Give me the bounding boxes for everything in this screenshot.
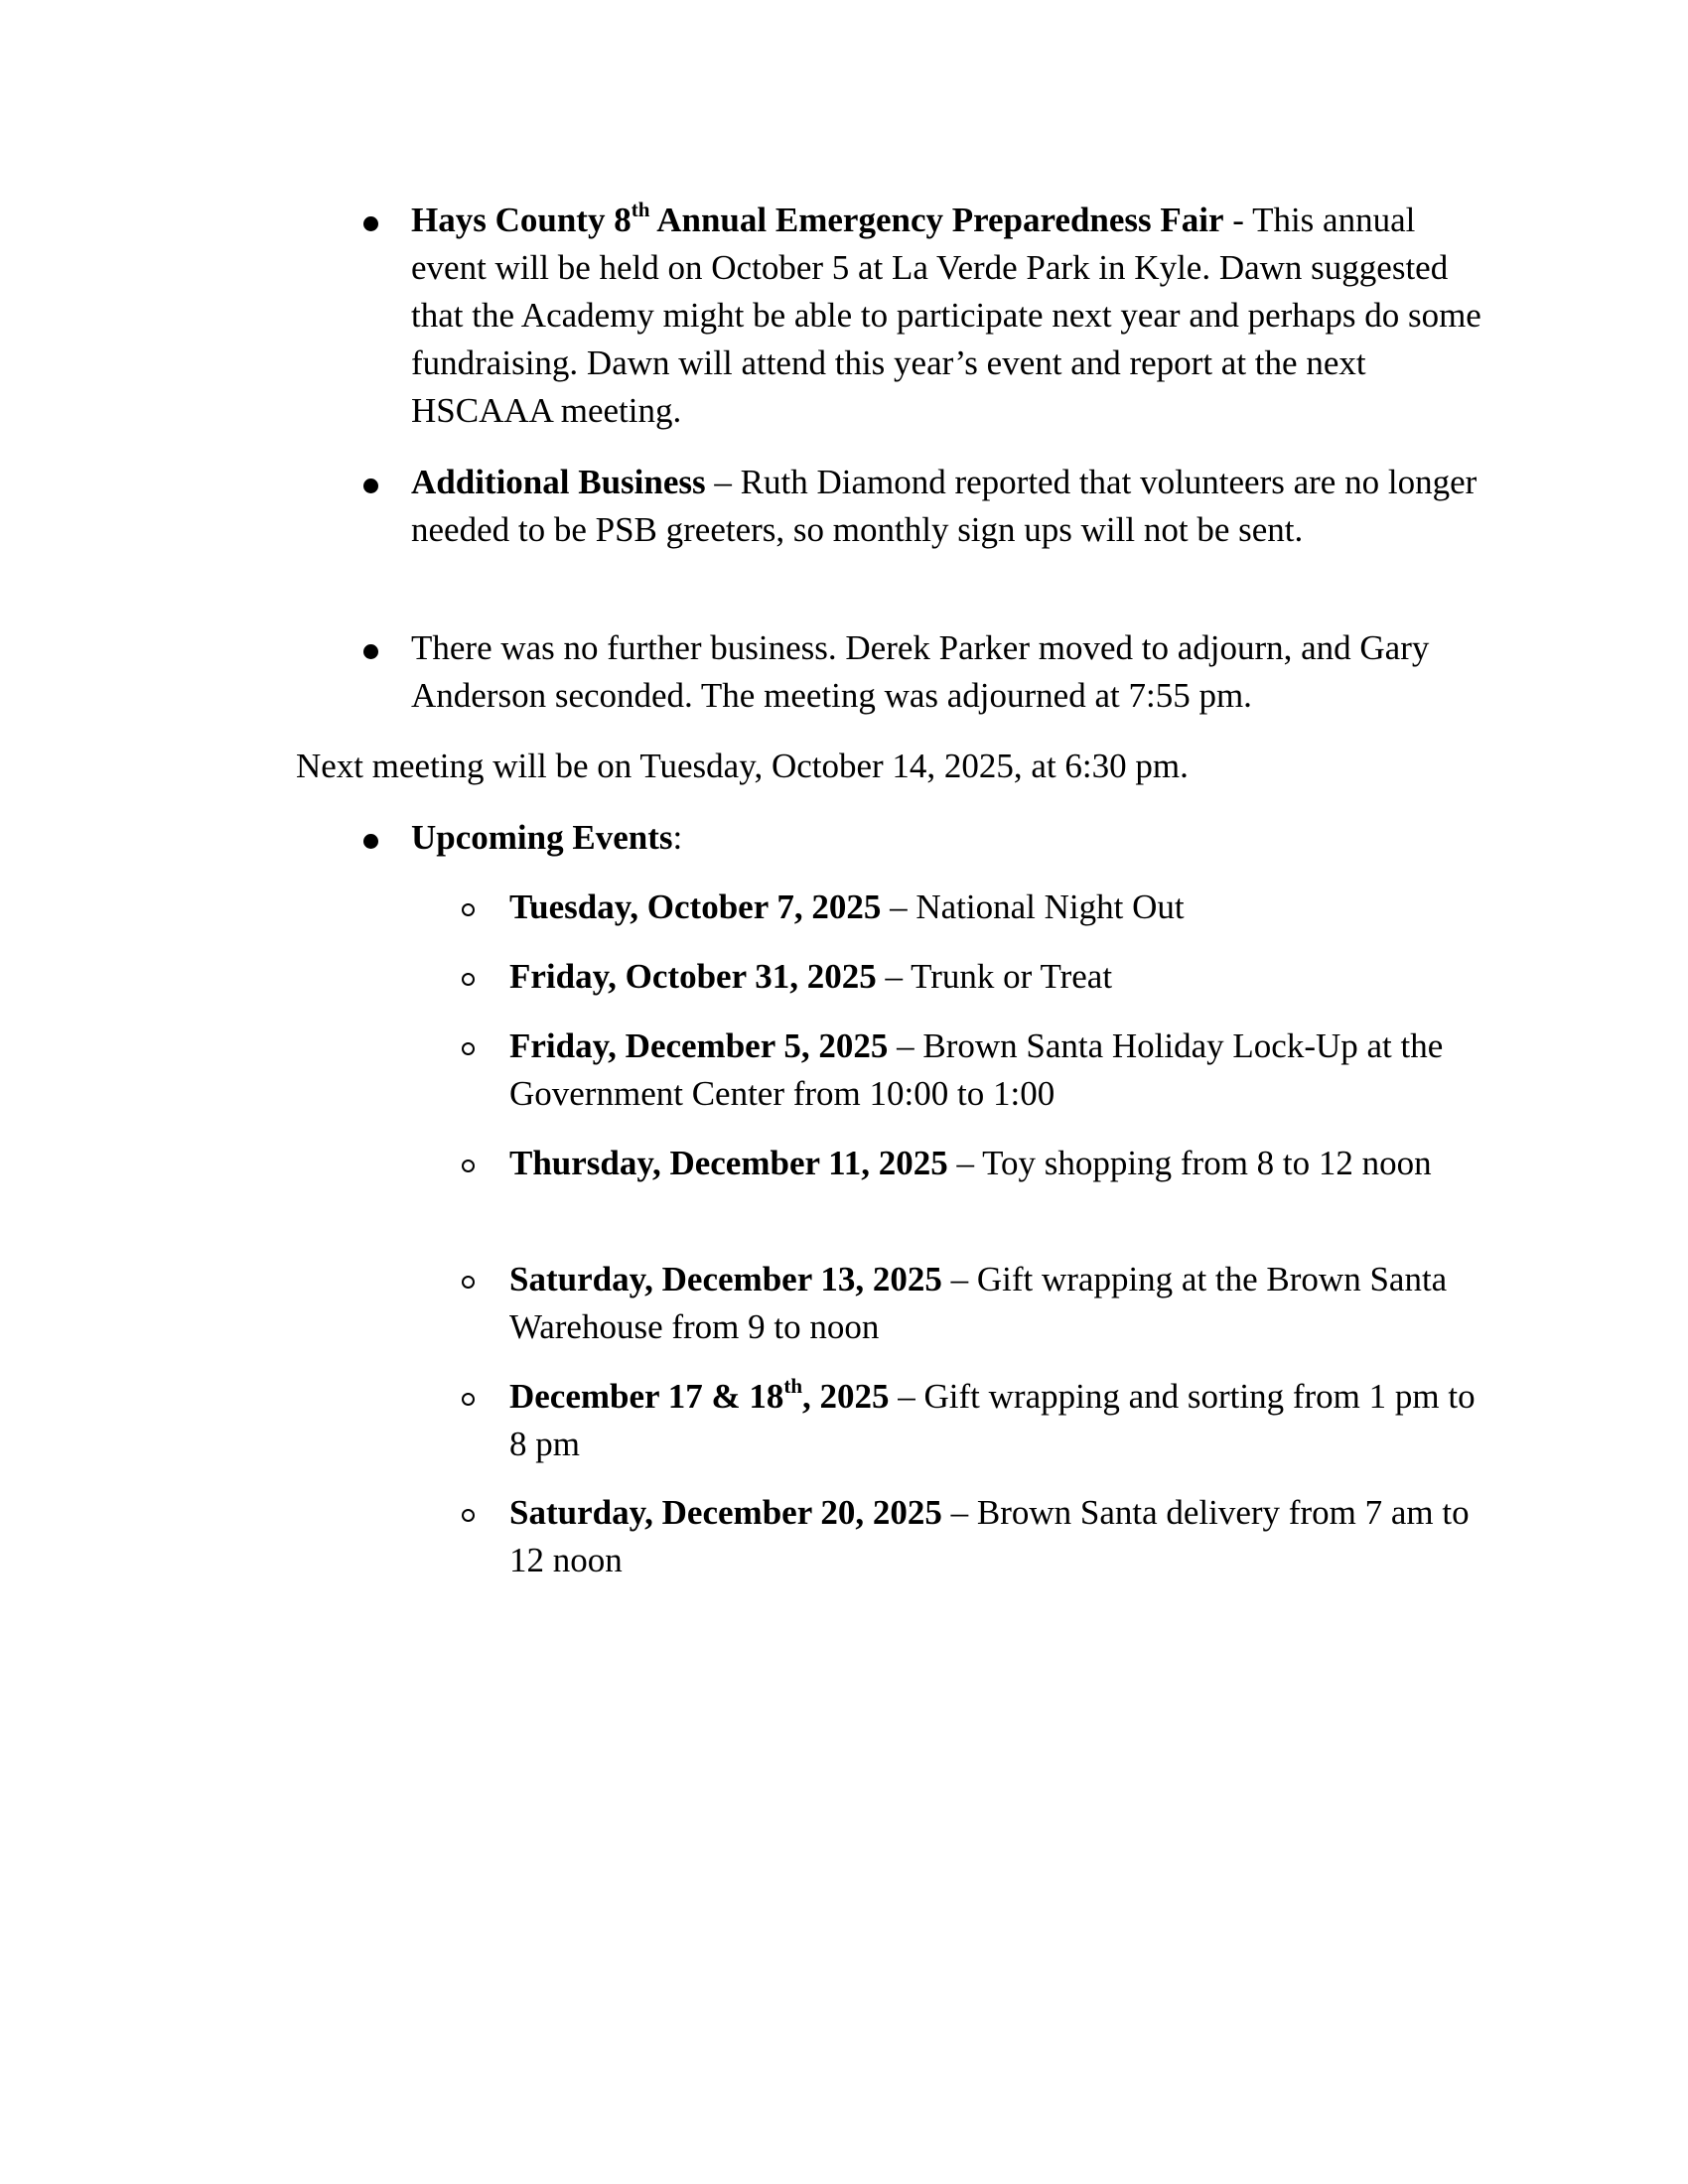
event-item: Saturday, December 20, 2025 – Brown Santa delivery from 7 am to 12 noon: [509, 1489, 1497, 1584]
bullet-icon: [363, 478, 378, 493]
event-description: Trunk or Treat: [911, 957, 1113, 996]
event-description: Gift wrapping at the Brown Santa Warehouse from 9 to noon: [509, 1260, 1448, 1346]
circle-bullet-icon: [462, 1042, 475, 1055]
event-description: Brown Santa delivery from 7 am to 12 noon: [509, 1493, 1470, 1579]
event-date: Friday, December 5, 2025: [509, 1026, 889, 1065]
list-item-additional-business: Additional Business – Ruth Diamond reported that volunteers are no longer needed to be PSB greeters, so monthly sign ups will not be sent.: [411, 459, 1493, 554]
event-date: Tuesday, October 7, 2025: [509, 887, 882, 926]
event-date: December 17 & 18th, 2025: [509, 1374, 890, 1416]
circle-bullet-icon: [462, 1160, 475, 1172]
circle-bullet-icon: [462, 973, 475, 986]
circle-bullet-icon: [462, 1276, 475, 1289]
circle-bullet-icon: [462, 1393, 475, 1406]
circle-bullet-icon: [462, 1509, 475, 1522]
bullet-icon: [363, 216, 378, 231]
bullet-icon: [363, 644, 378, 659]
event-description: Gift wrapping and sorting from 1 pm to 8 pm: [509, 1377, 1476, 1463]
event-date: Saturday, December 13, 2025: [509, 1260, 942, 1298]
list-item-adjournment: [411, 624, 1493, 720]
circle-bullet-icon: [462, 903, 475, 916]
event-item: Saturday, December 13, 2025 – Gift wrapping at the Brown Santa Warehouse from 9 to noon: [509, 1256, 1497, 1351]
upcoming-events-title: Upcoming Events: [411, 818, 673, 857]
item-title: Hays County 8th Annual Emergency Preparedness Fair: [411, 198, 1224, 239]
event-description: National Night Out: [915, 887, 1185, 926]
event-item: Friday, October 31, 2025 – Trunk or Treat: [509, 953, 1497, 1001]
item-body: There was no further business. Derek Parker moved to adjourn, and Gary Anderson seconded. The meeting was adjourned at 7:55 pm.: [411, 628, 1430, 715]
event-item: Thursday, December 11, 2025 – Toy shopping from 8 to 12 noon: [509, 1140, 1497, 1187]
event-description: Brown Santa Holiday Lock-Up at the Government Center from 10:00 to 1:00: [509, 1026, 1444, 1113]
event-item: Friday, December 5, 2025 – Brown Santa Holiday Lock-Up at the Government Center from 10:00 to 1:00: [509, 1023, 1497, 1118]
item-body: This annual event will be held on October 5 at La Verde Park in Kyle. Dawn suggested that the Academy might be able to participate next year and perhaps do some fundraising. Dawn will attend this year’s event and report at the next HSCAAA meeting.: [411, 201, 1481, 430]
next-meeting-text: Next meeting will be on Tuesday, October 14, 2025, at 6:30 pm.: [296, 747, 1189, 785]
event-description: Toy shopping from 8 to 12 noon: [982, 1144, 1432, 1182]
bullet-icon: [363, 834, 378, 849]
list-item-upcoming-events: Upcoming Events:: [411, 814, 1493, 862]
event-date: Saturday, December 20, 2025: [509, 1493, 942, 1532]
event-date: Friday, October 31, 2025: [509, 957, 877, 996]
list-item-preparedness-fair: Hays County 8th Annual Emergency Preparedness Fair - This annual event will be held on October 5 at La Verde Park in Kyle. Dawn suggested that the Academy might be able to participate next year and perhaps do some fundraising. Dawn will attend this year’s event and report at the next HSCAAA meeting.: [411, 197, 1493, 435]
event-item: December 17 & 18th, 2025 – Gift wrapping and sorting from 1 pm to 8 pm: [509, 1373, 1497, 1468]
event-item: Tuesday, October 7, 2025 – National Night Out: [509, 884, 1497, 931]
item-body: Ruth Diamond reported that volunteers are no longer needed to be PSB greeters, so monthly sign ups will not be sent.: [411, 463, 1477, 549]
item-title: Additional Business: [411, 463, 706, 501]
event-date: Thursday, December 11, 2025: [509, 1144, 948, 1182]
